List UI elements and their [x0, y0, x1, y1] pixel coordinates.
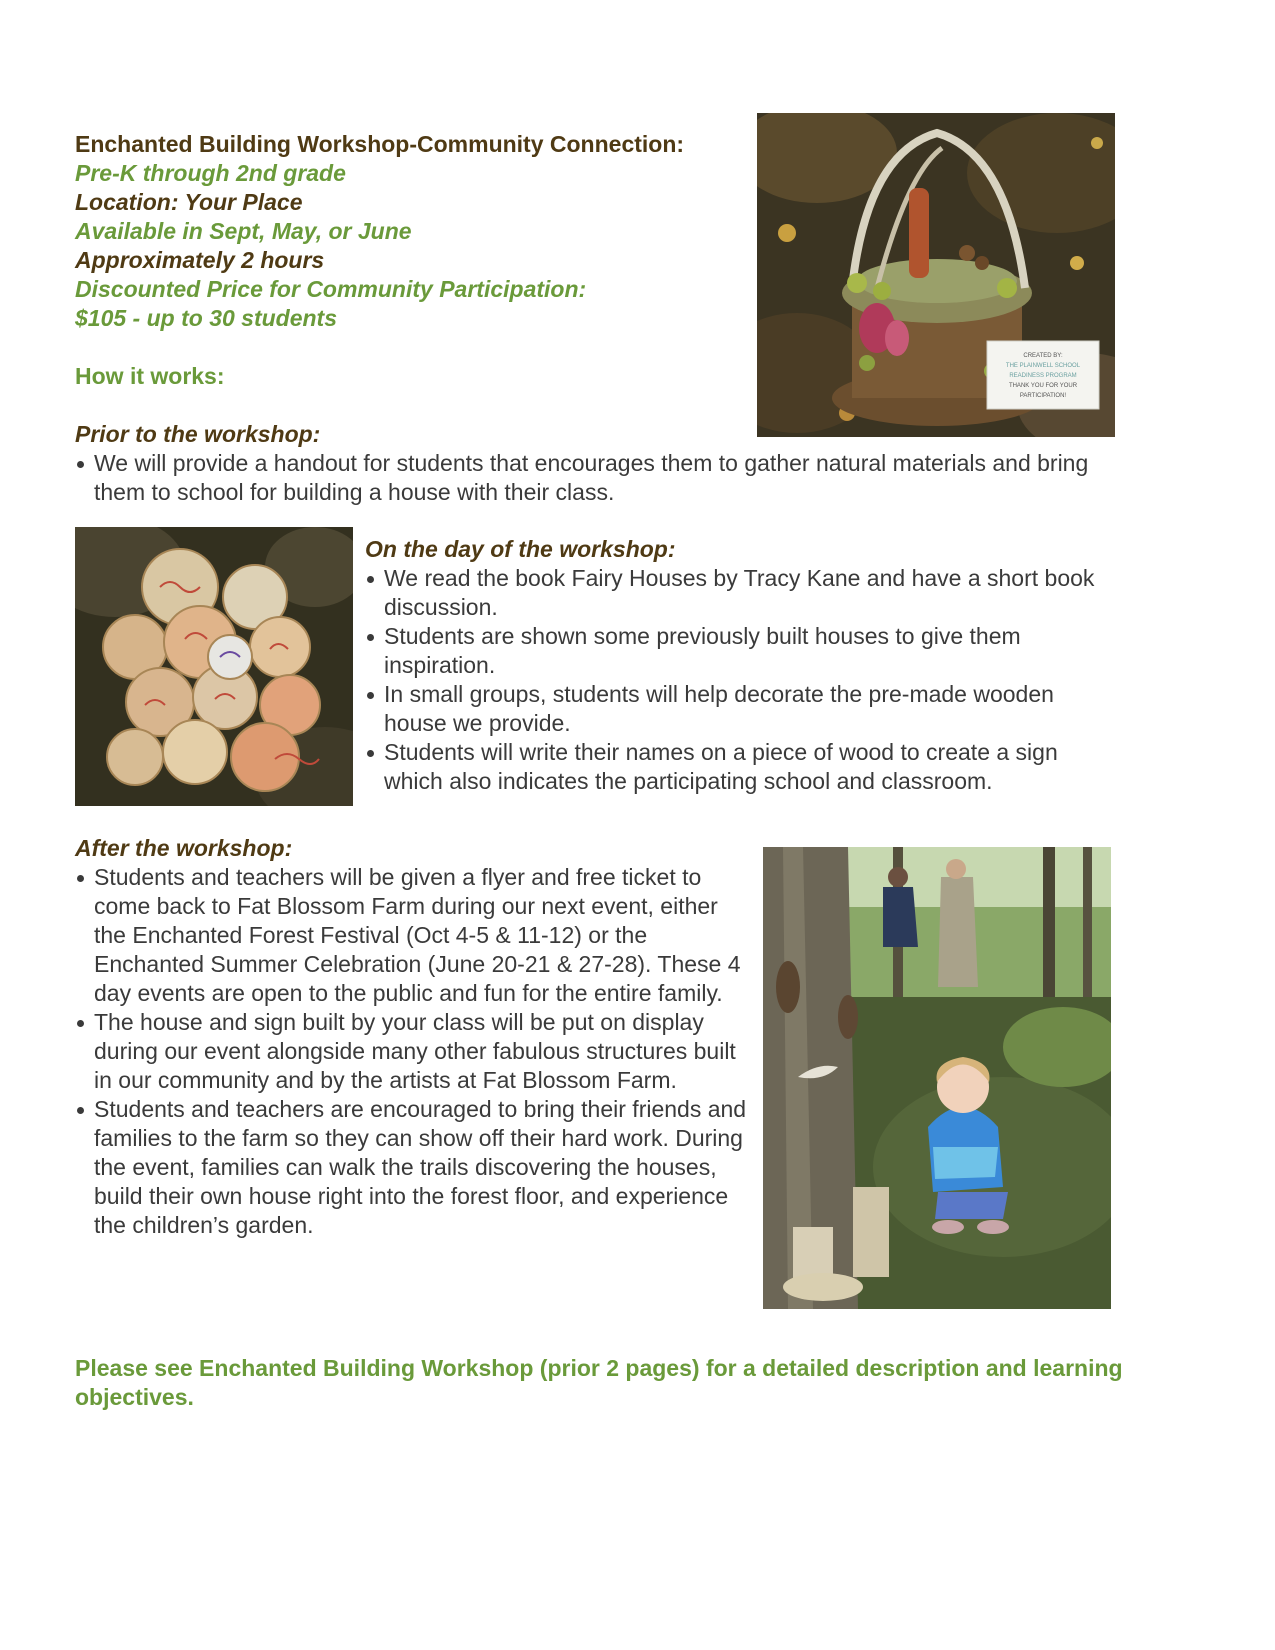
list-item: We read the book Fairy Houses by Tracy Kane and have a short book discussion. [365, 564, 1120, 622]
prior-heading: Prior to the workshop: [75, 421, 321, 447]
name-slices-photo [75, 527, 353, 806]
list-item: In small groups, students will help decorate the pre-made wooden house we provide. [365, 680, 1120, 738]
day-of-list [365, 564, 1120, 796]
list-item: Students and teachers will be given a flyer and free ticket to come back to Fat Blossom Farm during our next event, either the Enchanted Forest Festival (Oct 4-5 & 11-12) or the Enchanted Summer Celebration (June 20-21 & 27-28). These 4 day events are open to the public and fun for the entire family. [75, 863, 755, 1008]
footer-note: Please see Enchanted Building Workshop (prior 2 pages) for a detailed description and learning objectives. [75, 1355, 1123, 1410]
sign-text-line: THE PLAINWELL SCHOOL [1005, 363, 1081, 369]
list-item: Students and teachers are encouraged to bring their friends and families to the farm so they can show off their hard work. During the event, families can walk the trails discovering the houses, build their own house right into the forest floor, and experience the children’s garden. [75, 1095, 755, 1240]
sign-text-line: PARTICIPATION! [1019, 393, 1067, 399]
list-item: Students are shown some previously built houses to give them inspiration. [365, 622, 1120, 680]
child-forest-photo [763, 847, 1111, 1309]
prior-list [75, 449, 1135, 507]
workshop-title: Enchanted Building Workshop-Community Connection: [75, 131, 685, 157]
location-line: Location: Your Place [75, 189, 303, 215]
price-line: $105 - up to 30 students [75, 305, 338, 331]
price-label: Discounted Price for Community Participation: [75, 276, 587, 302]
sign-text-line: THANK YOU FOR YOUR [1008, 383, 1078, 389]
grade-range: Pre-K through 2nd grade [75, 160, 346, 186]
list-item: The house and sign built by your class will be put on display during our event alongside many other fabulous structures built in our community and by the artists at Fat Blossom Farm. [75, 1008, 755, 1095]
sign-text-line: READINESS PROGRAM [1009, 373, 1077, 379]
list-item: Students will write their names on a piece of wood to create a sign which also indicates the participating school and classroom. [365, 738, 1120, 796]
fairy-house-photo [757, 113, 1115, 437]
list-item: We will provide a handout for students that encourages them to gather natural materials and bring them to school for building a house with their class. [75, 449, 1135, 507]
header-block [75, 130, 735, 333]
day-of-heading: On the day of the workshop: [365, 536, 676, 562]
after-heading: After the workshop: [75, 835, 293, 861]
duration-line: Approximately 2 hours [75, 247, 325, 273]
how-it-works-heading: How it works: [75, 363, 225, 389]
sign-text-line: CREATED BY: [1023, 353, 1063, 359]
availability-line: Available in Sept, May, or June [75, 218, 412, 244]
after-list [75, 863, 755, 1240]
